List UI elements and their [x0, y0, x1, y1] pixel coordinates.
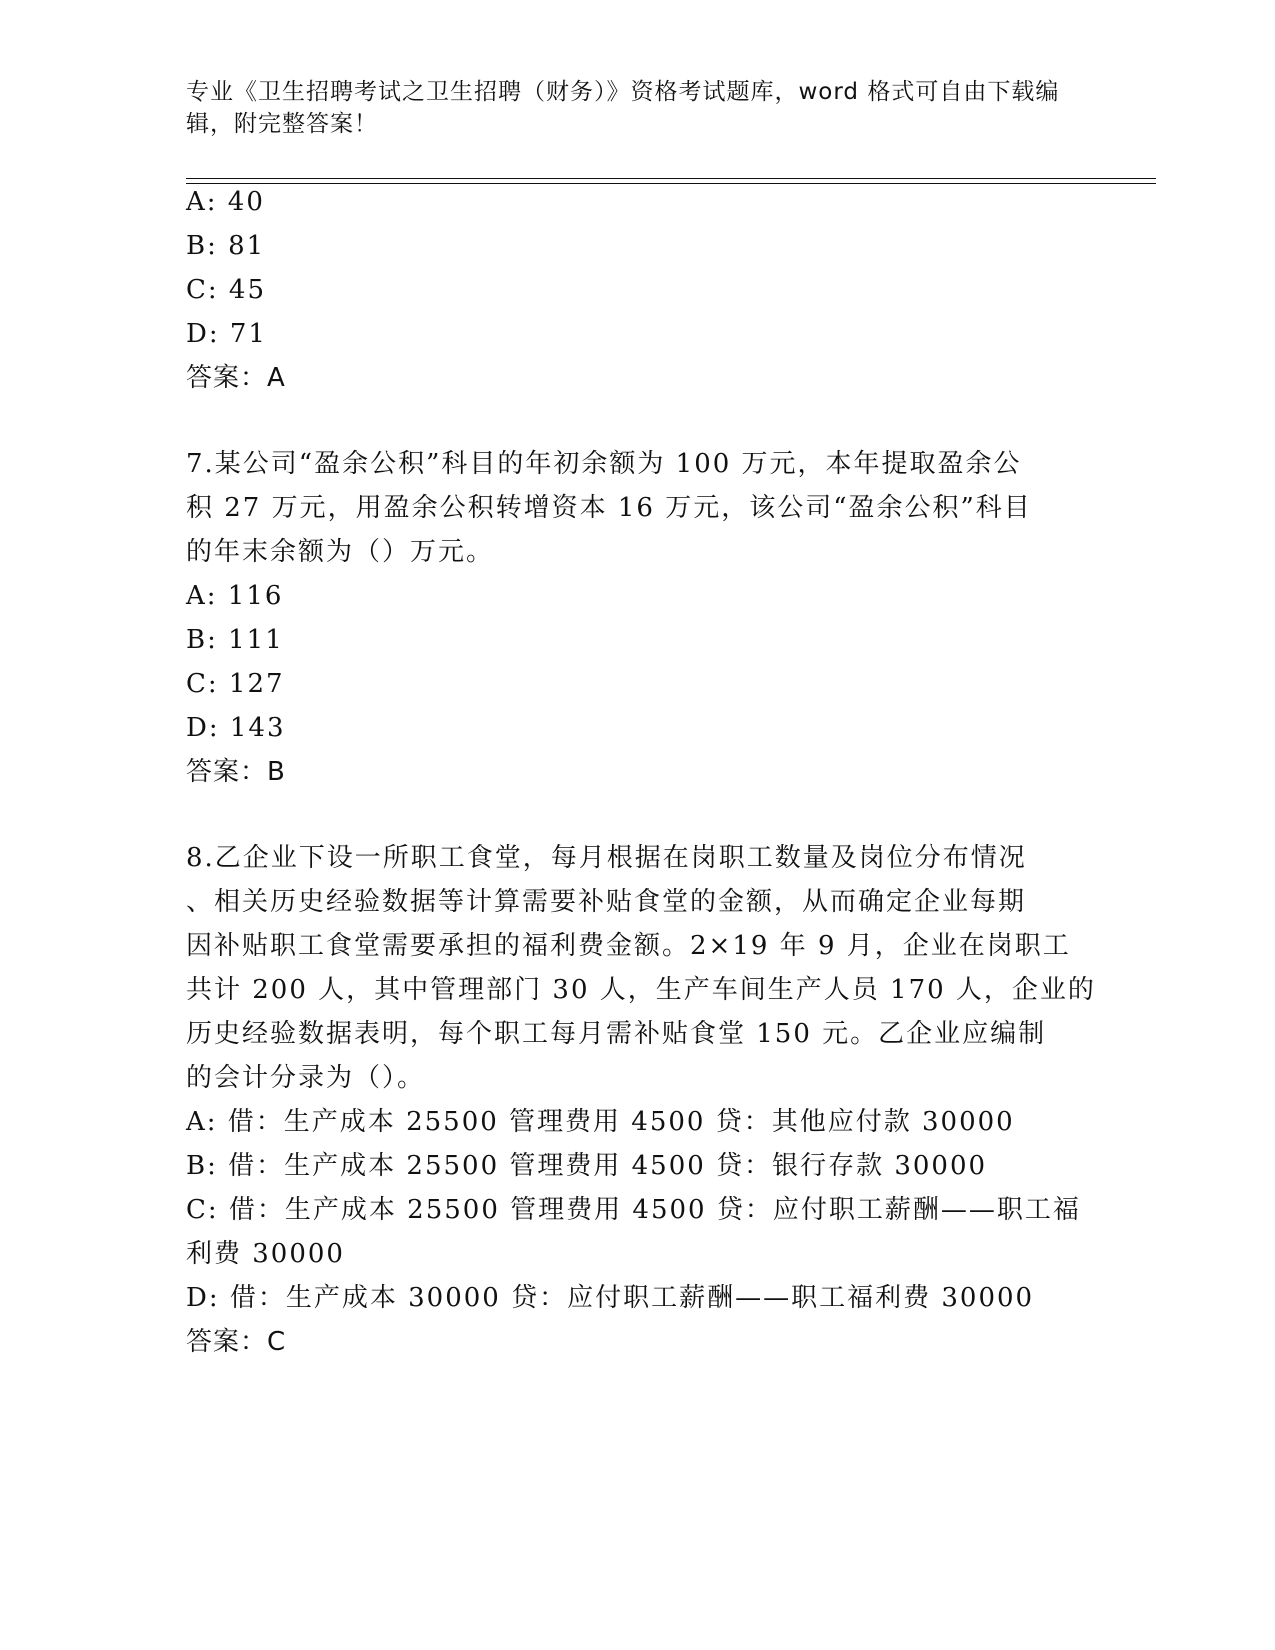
- q8-stem-line-5: 历史经验数据表明，每个职工每月需补贴食堂 150 元。乙企业应编制: [186, 1019, 1047, 1049]
- q8-option-c-continued: 利费 30000: [186, 1239, 345, 1269]
- q8-stem-line-3: 因补贴职工食堂需要承担的福利费金额。2×19 年 9 月，企业在岗职工: [186, 931, 1071, 961]
- q8-option-a: A: 借：生产成本 25500 管理费用 4500 贷：其他应付款 30000: [186, 1107, 1015, 1137]
- q8-stem-line-4: 共计 200 人，其中管理部门 30 人，生产车间生产人员 170 人，企业的: [186, 975, 1096, 1005]
- prev-option-a: A: 40: [186, 187, 265, 217]
- q8-answer: 答案：C: [186, 1327, 287, 1357]
- prev-option-d: D: 71: [186, 319, 267, 349]
- q7-option-b: B: 111: [186, 625, 284, 655]
- q8-option-b: B: 借：生产成本 25500 管理费用 4500 贷：银行存款 30000: [186, 1151, 988, 1181]
- q7-option-c: C: 127: [186, 669, 285, 699]
- q8-stem-line-6: 的会计分录为（）。: [186, 1063, 426, 1093]
- q8-stem-line-2: 、相关历史经验数据等计算需要补贴食堂的金额，从而确定企业每期: [186, 887, 1027, 917]
- q8-option-c: C: 借：生产成本 25500 管理费用 4500 贷：应付职工薪酬——职工福: [186, 1195, 1081, 1225]
- header-divider-bottom: [186, 183, 1156, 184]
- prev-answer: 答案：A: [186, 363, 286, 393]
- header-divider-top: [186, 178, 1156, 179]
- q7-option-d: D: 143: [186, 713, 286, 743]
- q7-answer: 答案：B: [186, 757, 286, 787]
- q8-option-d: D: 借：生产成本 30000 贷：应付职工薪酬——职工福利费 30000: [186, 1283, 1035, 1313]
- q7-option-a: A: 116: [186, 581, 284, 611]
- document-header: 专业《卫生招聘考试之卫生招聘（财务）》资格考试题库，word 格式可自由下载编辑，附完整答案！: [186, 79, 1060, 137]
- q7-stem-line-1: 7.某公司“盈余公积”科目的年初余额为 100 万元，本年提取盈余公: [186, 449, 1022, 479]
- q8-stem-line-1: 8.乙企业下设一所职工食堂，每月根据在岗职工数量及岗位分布情况: [186, 843, 1027, 873]
- prev-option-c: C: 45: [186, 275, 267, 305]
- q7-stem-line-2: 积 27 万元，用盈余公积转增资本 16 万元，该公司“盈余公积”科目: [186, 493, 1032, 523]
- prev-option-b: B: 81: [186, 231, 266, 261]
- q7-stem-line-3: 的年末余额为（）万元。: [186, 537, 495, 567]
